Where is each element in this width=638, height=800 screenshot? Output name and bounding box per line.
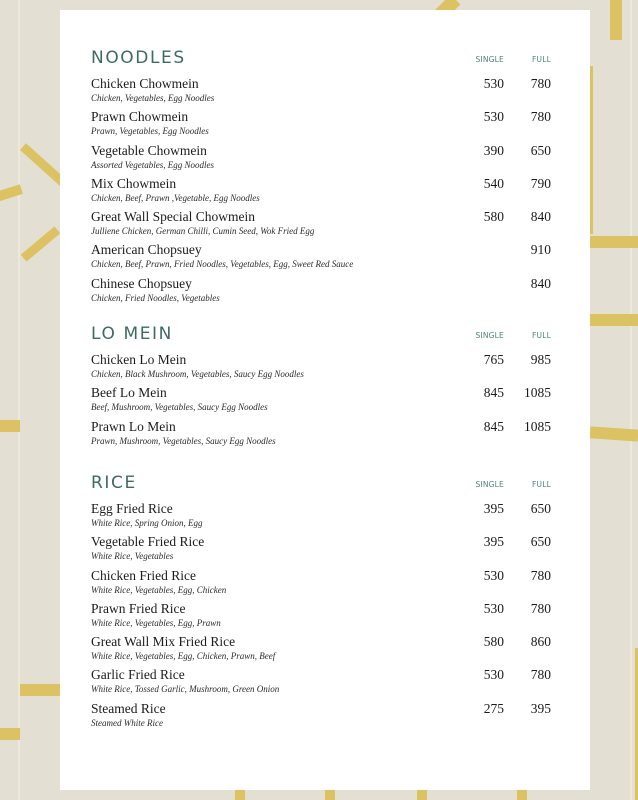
background-rule: [630, 0, 632, 800]
item-name: Prawn Chowmein: [91, 109, 189, 125]
price-single: 530: [483, 109, 504, 125]
menu-item: [60, 242, 590, 275]
item-description: Beef, Mushroom, Vegetables, Saucy Egg Noodles: [91, 402, 268, 413]
menu-card: [60, 10, 590, 790]
price-single: 580: [483, 209, 504, 225]
price-single: 395: [483, 534, 504, 550]
decorative-stroke: [0, 728, 20, 740]
item-description: Chicken, Beef, Prawn, Fried Noodles, Vegetables, Egg, Sweet Red Sauce: [91, 259, 354, 270]
item-name: Chinese Chopsuey: [91, 275, 192, 291]
decorative-stroke: [0, 420, 20, 432]
section-title: RICE: [91, 473, 137, 493]
item-name: Great Wall Mix Fried Rice: [91, 634, 236, 650]
price-full: 790: [530, 175, 551, 191]
decorative-stroke: [20, 684, 60, 696]
menu-item: [60, 568, 590, 601]
price-full: 780: [530, 109, 551, 125]
item-name: Egg Fried Rice: [91, 501, 173, 516]
item-description: Chicken, Black Mushroom, Vegetables, Saucy Egg Noodles: [91, 369, 304, 379]
item-name: Chicken Chowmein: [91, 76, 199, 91]
price-full: 1085: [524, 418, 551, 434]
price-single: 765: [483, 352, 504, 367]
item-name: Steamed Rice: [91, 700, 166, 716]
item-name: Great Wall Special Chowmein: [91, 209, 255, 225]
price-single: 845: [483, 418, 504, 434]
background-rule: [18, 0, 20, 800]
decorative-stroke: [590, 426, 638, 441]
section-header: [60, 324, 590, 352]
price-single: 530: [483, 76, 504, 91]
item-description: White Rice, Vegetables: [91, 551, 174, 562]
item-description: Assorted Vegetables, Egg Noodles: [91, 159, 214, 170]
section-title: NOODLES: [91, 48, 186, 68]
section-header: [60, 48, 590, 76]
menu-item: [60, 419, 590, 452]
price-full: 780: [530, 76, 551, 91]
price-full: 780: [530, 567, 551, 583]
item-description: White Rice, Tossed Garlic, Mushroom, Green Onion: [91, 684, 280, 695]
menu-item: [60, 601, 590, 634]
item-description: Chicken, Beef, Prawn ,Vegetable, Egg Noodles: [91, 192, 260, 203]
column-header-single: SINGLE: [475, 55, 504, 64]
item-description: White Rice, Spring Onion, Egg: [91, 518, 203, 528]
item-name: Chicken Lo Mein: [91, 352, 187, 367]
item-description: White Rice, Vegetables, Egg, Chicken, Prawn, Beef: [91, 651, 276, 662]
item-description: Steamed White Rice: [91, 717, 163, 728]
price-single: 395: [483, 501, 504, 516]
menu-section-rice: [60, 473, 590, 734]
item-description: Chicken, Vegetables, Egg Noodles: [91, 93, 215, 103]
item-name: Prawn Lo Mein: [91, 418, 176, 434]
decorative-stroke: [21, 226, 60, 261]
item-name: Mix Chowmein: [91, 175, 177, 191]
menu-item: [60, 176, 590, 209]
price-single: 530: [483, 600, 504, 616]
price-single: 530: [483, 567, 504, 583]
menu-item: [60, 276, 590, 309]
item-name: Beef Lo Mein: [91, 385, 167, 401]
price-full: 650: [530, 501, 551, 516]
item-name: Vegetable Chowmein: [91, 142, 207, 158]
item-description: Chicken, Fried Noodles, Vegetables: [91, 292, 220, 303]
menu-item: [60, 76, 590, 109]
decorative-stroke: [517, 790, 527, 800]
price-full: 1085: [524, 385, 551, 401]
item-name: Chicken Fried Rice: [91, 567, 196, 583]
item-description: White Rice, Vegetables, Egg, Prawn: [91, 617, 221, 628]
item-name: Garlic Fried Rice: [91, 667, 185, 683]
item-description: Prawn, Mushroom, Vegetables, Saucy Egg Noodles: [91, 435, 276, 446]
menu-item: [60, 534, 590, 567]
price-single: 540: [483, 175, 504, 191]
column-header-full: FULL: [532, 480, 551, 489]
price-full: 650: [530, 534, 551, 550]
section-header: [60, 473, 590, 501]
price-full: 840: [530, 275, 551, 291]
menu-item: [60, 667, 590, 700]
item-name: American Chopsuey: [91, 242, 202, 258]
item-name: Vegetable Fried Rice: [91, 534, 205, 550]
item-name: Prawn Fried Rice: [91, 600, 186, 616]
price-full: 910: [530, 242, 551, 258]
price-single: 390: [483, 142, 504, 158]
decorative-stroke: [610, 0, 622, 40]
menu-section-noodles: [60, 48, 590, 309]
price-full: 780: [530, 667, 551, 683]
price-full: 840: [530, 209, 551, 225]
decorative-stroke: [235, 790, 245, 800]
price-full: 985: [530, 352, 551, 367]
item-description: Julliene Chicken, German Chilli, Cumin Seed, Wok Fried Egg: [91, 226, 315, 237]
price-single: 845: [483, 385, 504, 401]
item-description: White Rice, Vegetables, Egg, Chicken: [91, 584, 227, 595]
price-single: 530: [483, 667, 504, 683]
decorative-stroke: [590, 66, 593, 234]
price-single: 275: [483, 700, 504, 716]
menu-item: [60, 143, 590, 176]
menu-item: [60, 352, 590, 385]
menu-item: [60, 701, 590, 734]
decorative-stroke: [417, 790, 427, 800]
menu-item: [60, 501, 590, 534]
column-header-single: SINGLE: [475, 480, 504, 489]
price-full: 780: [530, 600, 551, 616]
menu-item: [60, 634, 590, 667]
menu-item: [60, 109, 590, 142]
column-header-full: FULL: [532, 55, 551, 64]
item-description: Prawn, Vegetables, Egg Noodles: [91, 126, 209, 137]
decorative-stroke: [325, 790, 335, 800]
column-header-single: SINGLE: [475, 331, 504, 340]
menu-section-lo-mein: [60, 324, 590, 452]
price-full: 860: [530, 634, 551, 650]
section-title: LO MEIN: [91, 324, 173, 344]
decorative-stroke: [590, 314, 638, 326]
price-single: 580: [483, 634, 504, 650]
column-header-full: FULL: [532, 331, 551, 340]
price-full: 650: [530, 142, 551, 158]
menu-item: [60, 209, 590, 242]
decorative-stroke: [590, 236, 638, 248]
menu-item: [60, 385, 590, 418]
price-full: 395: [530, 700, 551, 716]
